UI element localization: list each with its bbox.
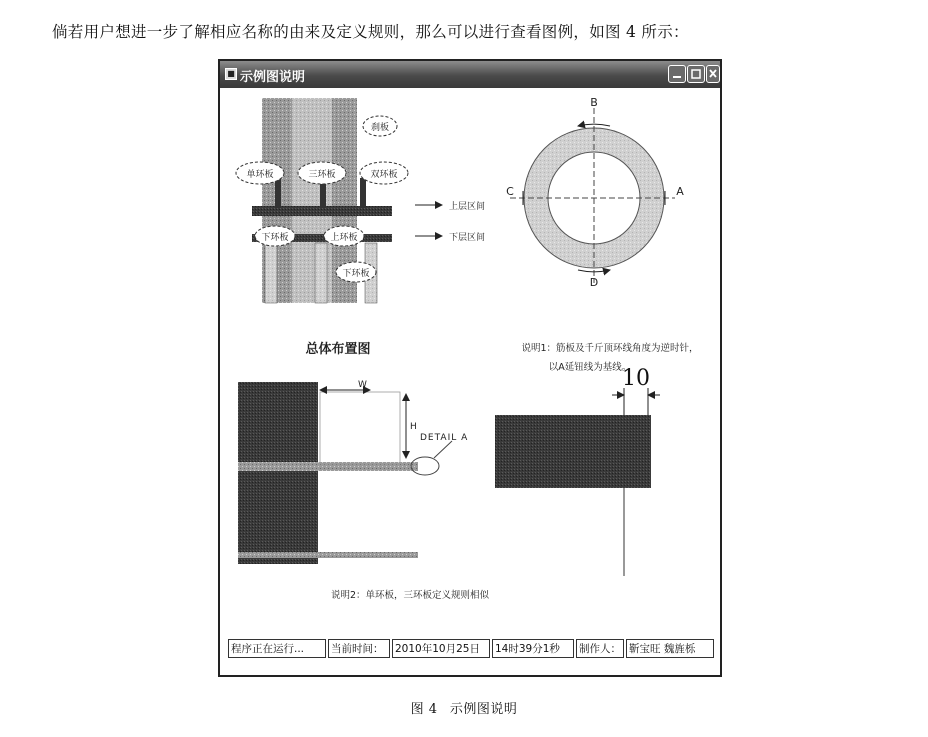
arrow-label-upper: 上层区间 [449, 202, 486, 212]
minimize-button[interactable] [668, 65, 686, 83]
callout-cloud [324, 226, 364, 246]
status-authors: 靳宝旺 魏旌栎 [626, 639, 714, 658]
callout-label-2: 三环板 [308, 170, 336, 180]
note-1-line-2: 以A延钮线为基线。 [548, 362, 632, 373]
status-author-label: 制作人： [576, 639, 624, 658]
example-window [218, 59, 722, 677]
layout-caption: 总体布置图 [305, 342, 371, 357]
callout-label-4: 下环板 [261, 233, 289, 243]
ring-diagram [506, 96, 684, 289]
layer-arrows [415, 200, 485, 243]
detail-dimension-drawing [495, 366, 660, 576]
dimension-10: 10 [622, 366, 650, 391]
callout-cloud [236, 162, 284, 184]
status-time-label: 当前时间： [328, 639, 390, 658]
plate-detail-drawing [238, 380, 468, 564]
maximize-button[interactable] [687, 65, 705, 83]
callout-cloud [336, 262, 376, 282]
axis-label-d: D [589, 276, 599, 289]
callout-cloud [255, 226, 295, 246]
figure-number: 图 4 [410, 702, 438, 717]
callout-label-6: 下环板 [342, 269, 370, 279]
close-icon [707, 66, 719, 82]
axis-label-c: C [506, 185, 514, 198]
illustration-canvas [220, 88, 720, 628]
status-time: 14时39分1秒 [492, 639, 574, 658]
status-bar [228, 639, 714, 660]
title-bar[interactable] [220, 61, 720, 88]
figure-caption-text: 示例图说明 [449, 702, 518, 717]
window-title: 示例图说明 [240, 70, 306, 85]
callout-cloud [363, 116, 397, 136]
maximize-icon [688, 66, 704, 82]
dimension-h: H [410, 422, 417, 432]
callout-label-1: 单环板 [246, 170, 274, 180]
dimension-w: W [358, 380, 367, 390]
close-button[interactable] [706, 65, 720, 83]
axis-label-a: A [676, 185, 684, 198]
callout-label-3: 双环板 [370, 170, 398, 180]
callout-cloud [298, 162, 346, 184]
status-running: 程序正在运行... [228, 639, 326, 658]
status-date: 2010年10月25日 [392, 639, 490, 658]
arrow-label-lower: 下层区间 [449, 233, 486, 243]
note-1-line-1: 说明1：筋板及千斤顶环线角度为逆时针， [521, 343, 699, 354]
intro-paragraph: 倘若用户想进一步了解相应名称的由来及定义规则，那么可以进行查看图例，如图 4 所示： [52, 23, 689, 41]
callout-label-0: 刹板 [370, 123, 390, 133]
note-2: 说明2：单环板，三环板定义规则相似 [330, 590, 490, 601]
detail-a-label: DETAIL A [420, 433, 469, 443]
axis-label-b: B [590, 96, 598, 109]
callout-label-5: 上环板 [330, 233, 358, 243]
callout-cloud [360, 162, 408, 184]
figure-caption [0, 698, 928, 717]
minimize-icon [669, 66, 685, 82]
window-app-icon: ■ [225, 68, 237, 80]
